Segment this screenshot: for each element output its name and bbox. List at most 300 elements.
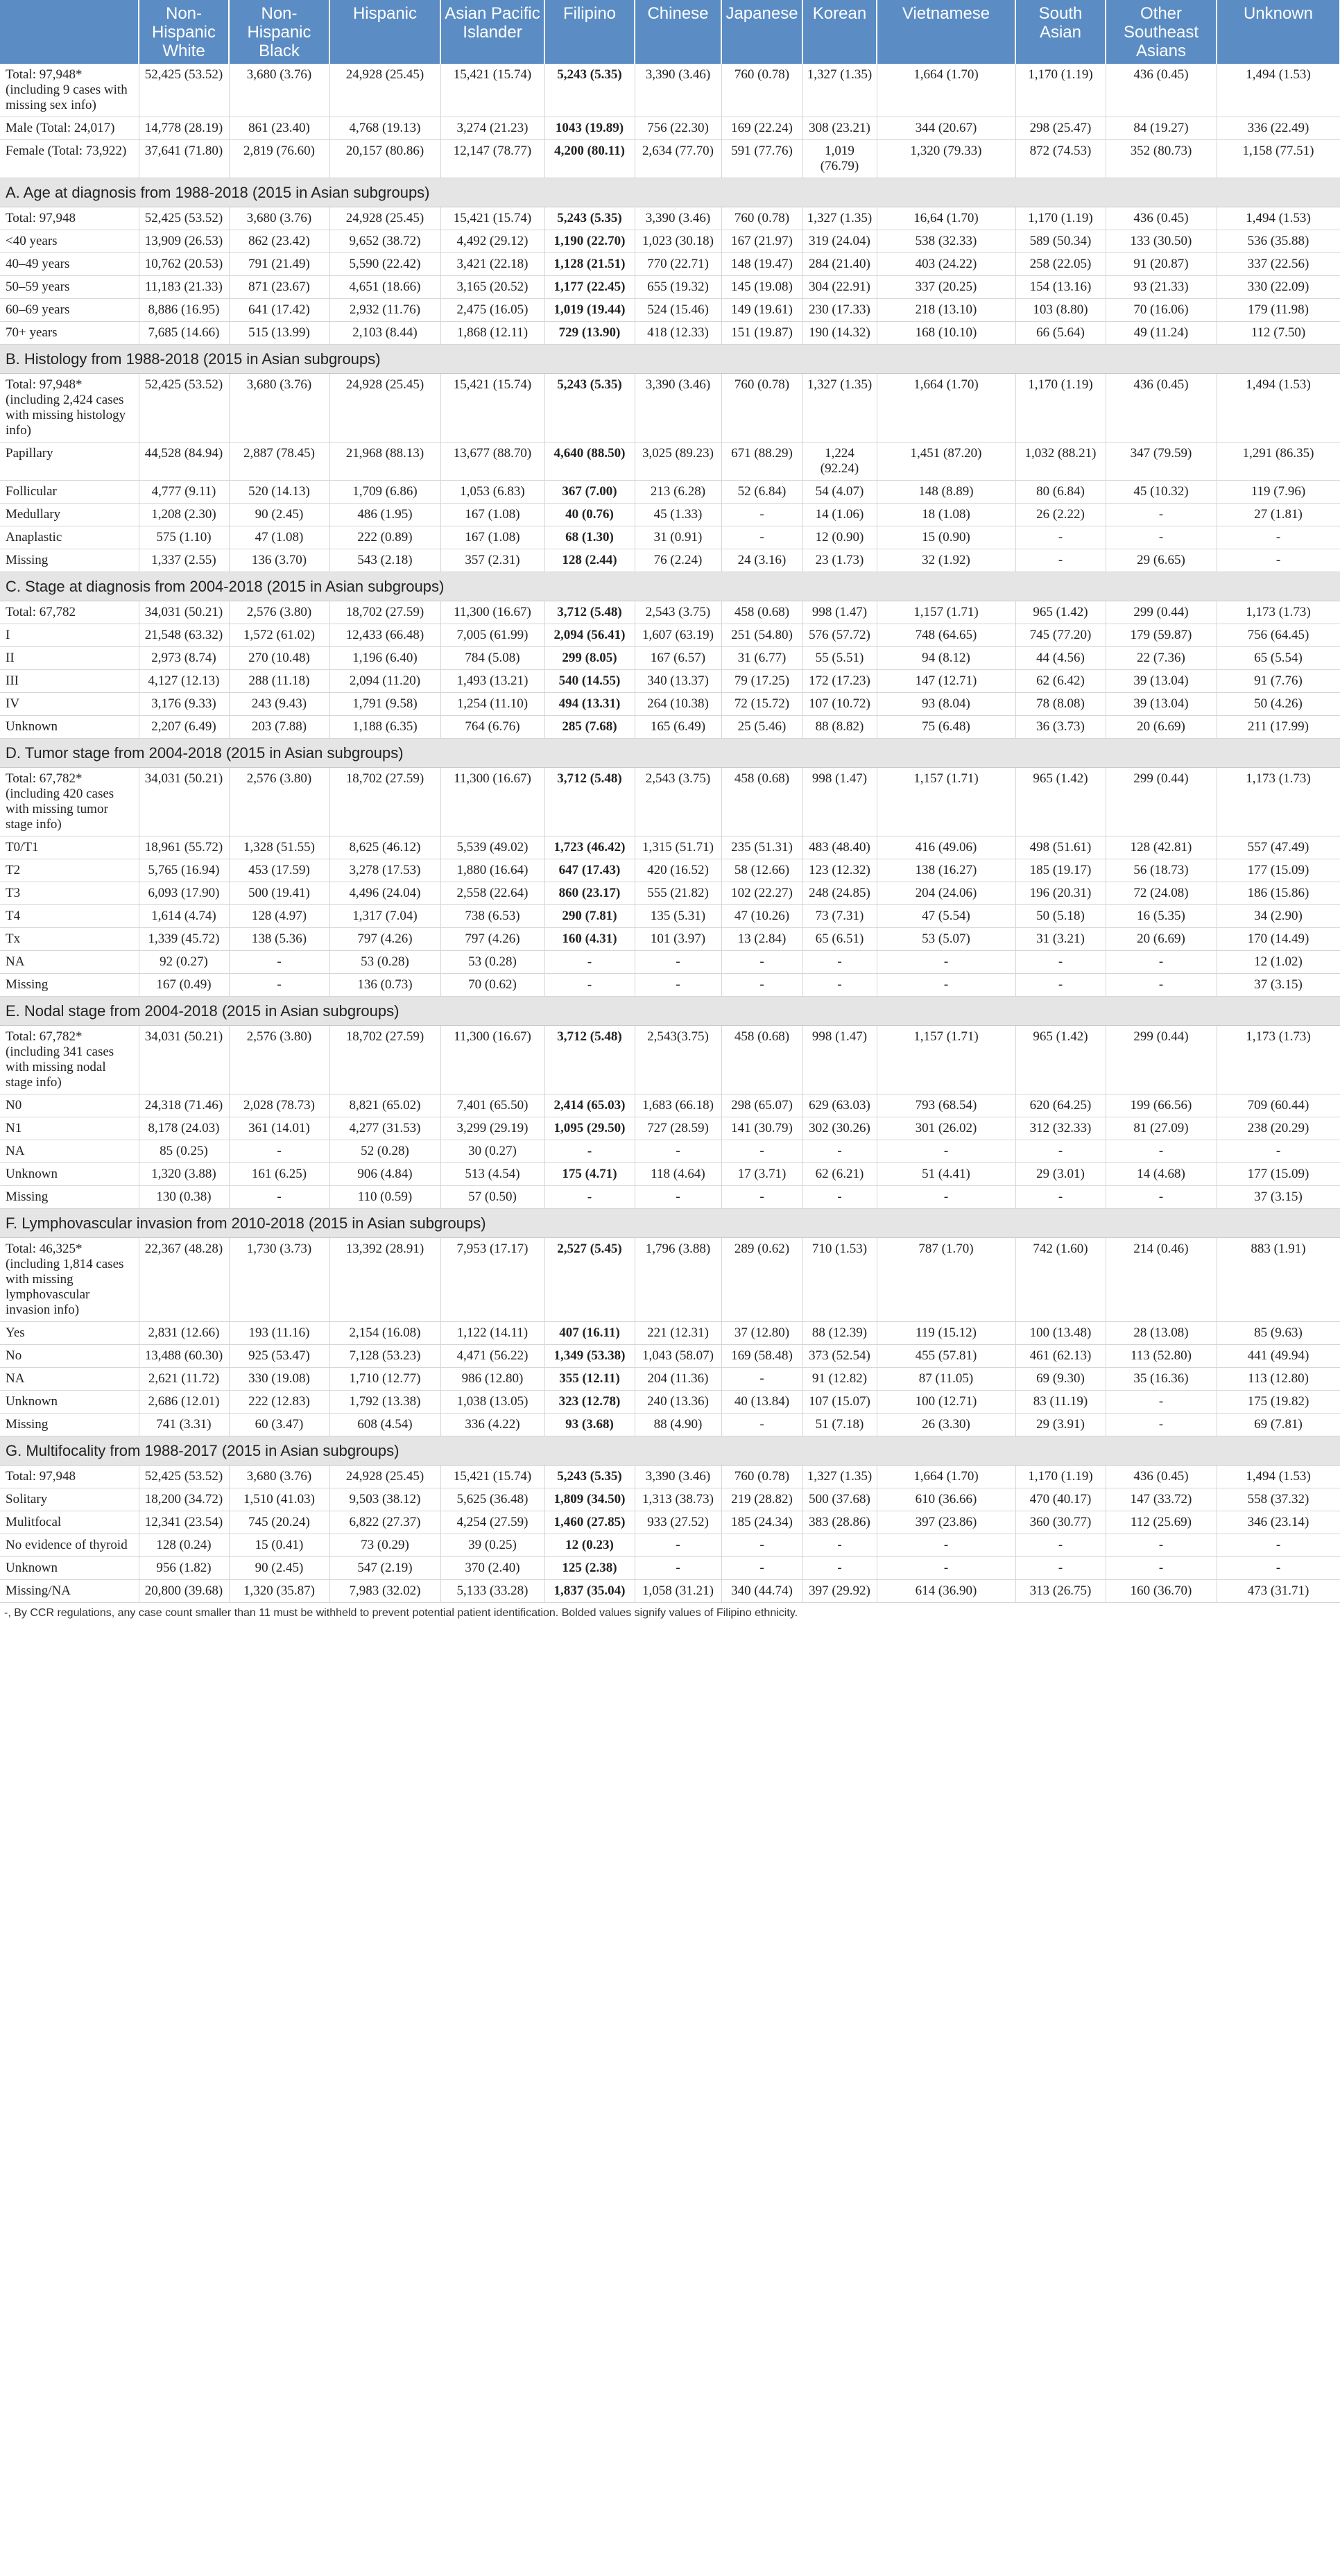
table-cell: 1,095 (29.50) bbox=[544, 1117, 635, 1140]
row-label: <40 years bbox=[0, 230, 139, 253]
table-cell: 302 (30.26) bbox=[802, 1117, 877, 1140]
table-cell: 53 (0.28) bbox=[329, 951, 440, 974]
table-cell: - bbox=[1106, 974, 1217, 997]
table-cell: 90 (2.45) bbox=[229, 504, 329, 526]
table-cell: 3,421 (22.18) bbox=[440, 253, 544, 276]
table-cell: 2,028 (78.73) bbox=[229, 1094, 329, 1117]
table-cell: 1,493 (13.21) bbox=[440, 670, 544, 693]
table-cell: 222 (12.83) bbox=[229, 1391, 329, 1414]
table-cell: - bbox=[1015, 951, 1106, 974]
table-cell: 128 (4.97) bbox=[229, 905, 329, 928]
table-cell: 1,664 (1.70) bbox=[877, 64, 1015, 117]
table-cell: 36 (3.73) bbox=[1015, 716, 1106, 739]
table-cell: 1,043 (58.07) bbox=[635, 1345, 721, 1368]
table-cell: 370 (2.40) bbox=[440, 1557, 544, 1580]
row-label: IV bbox=[0, 693, 139, 716]
table-cell: - bbox=[721, 1557, 802, 1580]
table-cell: - bbox=[877, 951, 1015, 974]
row-label: Missing bbox=[0, 1186, 139, 1209]
table-cell: 760 (0.78) bbox=[721, 207, 802, 230]
table-cell: 49 (11.24) bbox=[1106, 322, 1217, 345]
table-cell: 4,471 (56.22) bbox=[440, 1345, 544, 1368]
table-cell: 141 (30.79) bbox=[721, 1117, 802, 1140]
table-cell: 760 (0.78) bbox=[721, 374, 802, 443]
table-cell: 458 (0.68) bbox=[721, 768, 802, 836]
table-row bbox=[0, 974, 1340, 997]
table-row bbox=[0, 140, 1340, 178]
table-cell: 1,173 (1.73) bbox=[1217, 1026, 1340, 1094]
table-cell: 906 (4.84) bbox=[329, 1163, 440, 1186]
table-cell: 741 (3.31) bbox=[139, 1414, 229, 1436]
table-cell: - bbox=[1015, 1186, 1106, 1209]
table-cell: - bbox=[721, 1140, 802, 1163]
table-cell: - bbox=[1106, 951, 1217, 974]
table-cell: 524 (15.46) bbox=[635, 299, 721, 322]
table-cell: 190 (14.32) bbox=[802, 322, 877, 345]
table-cell: 14 (4.68) bbox=[1106, 1163, 1217, 1186]
table-cell: 1,320 (79.33) bbox=[877, 140, 1015, 178]
table-cell: 28 (13.08) bbox=[1106, 1322, 1217, 1345]
table-cell: 92 (0.27) bbox=[139, 951, 229, 974]
table-cell: 47 (10.26) bbox=[721, 905, 802, 928]
table-cell: 39 (0.25) bbox=[440, 1534, 544, 1557]
table-cell: 1,019 (76.79) bbox=[802, 140, 877, 178]
table-cell: 1,880 (16.64) bbox=[440, 859, 544, 882]
table-cell: 367 (7.00) bbox=[544, 481, 635, 504]
table-cell: 641 (17.42) bbox=[229, 299, 329, 322]
table-cell: 29 (3.91) bbox=[1015, 1414, 1106, 1436]
table-cell: 2,414 (65.03) bbox=[544, 1094, 635, 1117]
table-cell: - bbox=[802, 1534, 877, 1557]
table-cell: 3,390 (3.46) bbox=[635, 374, 721, 443]
column-header: Asian Pacific Islander bbox=[440, 0, 544, 64]
table-cell: 1,190 (22.70) bbox=[544, 230, 635, 253]
table-cell: 128 (2.44) bbox=[544, 549, 635, 572]
table-cell: 360 (30.77) bbox=[1015, 1511, 1106, 1534]
table-cell: 709 (60.44) bbox=[1217, 1094, 1340, 1117]
row-label: No evidence of thyroid bbox=[0, 1534, 139, 1557]
table-row bbox=[0, 1345, 1340, 1368]
table-cell: 175 (19.82) bbox=[1217, 1391, 1340, 1414]
table-cell: 3,390 (3.46) bbox=[635, 207, 721, 230]
table-cell: 647 (17.43) bbox=[544, 859, 635, 882]
table-row bbox=[0, 836, 1340, 859]
table-row bbox=[0, 1238, 1340, 1322]
table-cell: 26 (2.22) bbox=[1015, 504, 1106, 526]
table-cell: 40 (0.76) bbox=[544, 504, 635, 526]
table-cell: 2,932 (11.76) bbox=[329, 299, 440, 322]
table-cell: 37 (12.80) bbox=[721, 1322, 802, 1345]
table-cell: 494 (13.31) bbox=[544, 693, 635, 716]
table-cell: 44,528 (84.94) bbox=[139, 443, 229, 481]
table-cell: 9,652 (38.72) bbox=[329, 230, 440, 253]
table-cell: 3,680 (3.76) bbox=[229, 64, 329, 117]
table-cell: 25 (5.46) bbox=[721, 716, 802, 739]
table-cell: 289 (0.62) bbox=[721, 1238, 802, 1322]
table-row bbox=[0, 1322, 1340, 1345]
table-cell: - bbox=[1106, 504, 1217, 526]
table-cell: 308 (23.21) bbox=[802, 117, 877, 140]
row-label: Tx bbox=[0, 928, 139, 951]
header-row bbox=[0, 0, 1340, 64]
table-cell: 1,122 (14.11) bbox=[440, 1322, 544, 1345]
table-cell: 91 (12.82) bbox=[802, 1368, 877, 1391]
table-cell: 3,274 (21.23) bbox=[440, 117, 544, 140]
section-title: G. Multifocality from 1988-2017 (2015 in Asian subgroups) bbox=[0, 1436, 1340, 1466]
row-label: I bbox=[0, 624, 139, 647]
table-cell: 4,496 (24.04) bbox=[329, 882, 440, 905]
table-cell: - bbox=[229, 1140, 329, 1163]
table-cell: 2,207 (6.49) bbox=[139, 716, 229, 739]
table-cell: 53 (5.07) bbox=[877, 928, 1015, 951]
table-cell: 72 (24.08) bbox=[1106, 882, 1217, 905]
table-row bbox=[0, 601, 1340, 624]
table-cell: 629 (63.03) bbox=[802, 1094, 877, 1117]
table-cell: 1,224 (92.24) bbox=[802, 443, 877, 481]
table-cell: 764 (6.76) bbox=[440, 716, 544, 739]
table-cell: 75 (6.48) bbox=[877, 716, 1015, 739]
table-cell: 88 (12.39) bbox=[802, 1322, 877, 1345]
table-cell: 221 (12.31) bbox=[635, 1322, 721, 1345]
table-cell: 37 (3.15) bbox=[1217, 1186, 1340, 1209]
table-cell: 179 (11.98) bbox=[1217, 299, 1340, 322]
table-cell: 1,494 (1.53) bbox=[1217, 64, 1340, 117]
section-title: A. Age at diagnosis from 1988-2018 (2015 in Asian subgroups) bbox=[0, 178, 1340, 207]
table-cell: 555 (21.82) bbox=[635, 882, 721, 905]
table-cell: 1,157 (1.71) bbox=[877, 768, 1015, 836]
table-cell: 113 (52.80) bbox=[1106, 1345, 1217, 1368]
section-header-row bbox=[0, 178, 1340, 207]
row-label: Total: 97,948* (including 9 cases with missing sex info) bbox=[0, 64, 139, 117]
table-cell: 436 (0.45) bbox=[1106, 207, 1217, 230]
table-cell: 4,777 (9.11) bbox=[139, 481, 229, 504]
table-cell: 26 (3.30) bbox=[877, 1414, 1015, 1436]
table-cell: 2,094 (56.41) bbox=[544, 624, 635, 647]
table-cell: 113 (12.80) bbox=[1217, 1368, 1340, 1391]
row-label: T0/T1 bbox=[0, 836, 139, 859]
table-cell: 608 (4.54) bbox=[329, 1414, 440, 1436]
table-cell: 40 (13.84) bbox=[721, 1391, 802, 1414]
table-cell: 161 (6.25) bbox=[229, 1163, 329, 1186]
table-cell: 15 (0.90) bbox=[877, 526, 1015, 549]
table-row bbox=[0, 951, 1340, 974]
table-cell: 420 (16.52) bbox=[635, 859, 721, 882]
table-cell: 1,796 (3.88) bbox=[635, 1238, 721, 1322]
table-cell: 1,170 (1.19) bbox=[1015, 64, 1106, 117]
table-cell: 513 (4.54) bbox=[440, 1163, 544, 1186]
table-cell: - bbox=[1217, 1534, 1340, 1557]
table-cell: 1,170 (1.19) bbox=[1015, 374, 1106, 443]
table-cell: 2,558 (22.64) bbox=[440, 882, 544, 905]
table-cell: 557 (47.49) bbox=[1217, 836, 1340, 859]
table-cell: 22 (7.36) bbox=[1106, 647, 1217, 670]
table-cell: 177 (15.09) bbox=[1217, 1163, 1340, 1186]
table-cell: 53 (0.28) bbox=[440, 951, 544, 974]
table-cell: 1,157 (1.71) bbox=[877, 601, 1015, 624]
table-cell: 103 (8.80) bbox=[1015, 299, 1106, 322]
row-label: T4 bbox=[0, 905, 139, 928]
table-row bbox=[0, 253, 1340, 276]
table-cell: 1,451 (87.20) bbox=[877, 443, 1015, 481]
row-label: T3 bbox=[0, 882, 139, 905]
section-title: C. Stage at diagnosis from 2004-2018 (2015 in Asian subgroups) bbox=[0, 572, 1340, 601]
table-cell: 30 (0.27) bbox=[440, 1140, 544, 1163]
table-cell: 1,710 (12.77) bbox=[329, 1368, 440, 1391]
table-cell: 154 (13.16) bbox=[1015, 276, 1106, 299]
table-cell: 32 (1.92) bbox=[877, 549, 1015, 572]
row-label: Total: 67,782 bbox=[0, 601, 139, 624]
table-cell: 62 (6.21) bbox=[802, 1163, 877, 1186]
table-cell: 4,640 (88.50) bbox=[544, 443, 635, 481]
table-cell: 90 (2.45) bbox=[229, 1557, 329, 1580]
table-cell: 727 (28.59) bbox=[635, 1117, 721, 1140]
table-cell: 3,025 (89.23) bbox=[635, 443, 721, 481]
table-cell: 1,254 (11.10) bbox=[440, 693, 544, 716]
table-cell: 1,128 (21.51) bbox=[544, 253, 635, 276]
table-row bbox=[0, 117, 1340, 140]
table-cell: 100 (13.48) bbox=[1015, 1322, 1106, 1345]
table-cell: 986 (12.80) bbox=[440, 1368, 544, 1391]
table-row bbox=[0, 504, 1340, 526]
table-cell: 70 (0.62) bbox=[440, 974, 544, 997]
table-cell: 145 (19.08) bbox=[721, 276, 802, 299]
table-cell: 453 (17.59) bbox=[229, 859, 329, 882]
column-header: Unknown bbox=[1217, 0, 1340, 64]
table-cell: 20,157 (80.86) bbox=[329, 140, 440, 178]
table-cell: 547 (2.19) bbox=[329, 1557, 440, 1580]
table-cell: 1,315 (51.71) bbox=[635, 836, 721, 859]
table-cell: 160 (36.70) bbox=[1106, 1580, 1217, 1603]
table-cell: 742 (1.60) bbox=[1015, 1238, 1106, 1322]
table-cell: 299 (0.44) bbox=[1106, 768, 1217, 836]
row-label: Female (Total: 73,922) bbox=[0, 140, 139, 178]
table-cell: 78 (8.08) bbox=[1015, 693, 1106, 716]
table-cell: 861 (23.40) bbox=[229, 117, 329, 140]
table-cell: 540 (14.55) bbox=[544, 670, 635, 693]
section-header-row bbox=[0, 739, 1340, 768]
table-cell: 745 (20.24) bbox=[229, 1511, 329, 1534]
table-cell: 128 (42.81) bbox=[1106, 836, 1217, 859]
table-cell: 85 (0.25) bbox=[139, 1140, 229, 1163]
table-cell: 18,702 (27.59) bbox=[329, 1026, 440, 1094]
table-cell: 5,243 (5.35) bbox=[544, 64, 635, 117]
table-cell: 4,651 (18.66) bbox=[329, 276, 440, 299]
table-cell: 20 (6.69) bbox=[1106, 716, 1217, 739]
table-body bbox=[0, 64, 1340, 1603]
table-cell: 1,023 (30.18) bbox=[635, 230, 721, 253]
table-cell: 238 (20.29) bbox=[1217, 1117, 1340, 1140]
column-header: Non-Hispanic White bbox=[139, 0, 229, 64]
table-cell: 186 (15.86) bbox=[1217, 882, 1340, 905]
table-cell: 170 (14.49) bbox=[1217, 928, 1340, 951]
row-label: Yes bbox=[0, 1322, 139, 1345]
table-cell: 483 (48.40) bbox=[802, 836, 877, 859]
table-cell: 515 (13.99) bbox=[229, 322, 329, 345]
table-cell: 24 (3.16) bbox=[721, 549, 802, 572]
table-cell: 12 (1.02) bbox=[1217, 951, 1340, 974]
table-cell: 91 (20.87) bbox=[1106, 253, 1217, 276]
table-cell: 862 (23.42) bbox=[229, 230, 329, 253]
table-cell: 87 (11.05) bbox=[877, 1368, 1015, 1391]
table-cell: 24,928 (25.45) bbox=[329, 1466, 440, 1488]
table-cell: 52,425 (53.52) bbox=[139, 374, 229, 443]
table-cell: 2,576 (3.80) bbox=[229, 1026, 329, 1094]
table-cell: 290 (7.81) bbox=[544, 905, 635, 928]
table-cell: 3,712 (5.48) bbox=[544, 601, 635, 624]
section-header-row bbox=[0, 1436, 1340, 1466]
table-cell: 2,973 (8.74) bbox=[139, 647, 229, 670]
table-cell: 35 (16.36) bbox=[1106, 1368, 1217, 1391]
table-cell: - bbox=[1217, 1140, 1340, 1163]
table-cell: 6,093 (17.90) bbox=[139, 882, 229, 905]
table-row bbox=[0, 1368, 1340, 1391]
table-cell: 58 (12.66) bbox=[721, 859, 802, 882]
table-cell: 88 (4.90) bbox=[635, 1414, 721, 1436]
table-cell: 383 (28.86) bbox=[802, 1511, 877, 1534]
table-cell: 738 (6.53) bbox=[440, 905, 544, 928]
table-cell: 34,031 (50.21) bbox=[139, 601, 229, 624]
table-cell: 760 (0.78) bbox=[721, 64, 802, 117]
table-cell: 355 (12.11) bbox=[544, 1368, 635, 1391]
table-row bbox=[0, 549, 1340, 572]
table-cell: 1,868 (12.11) bbox=[440, 322, 544, 345]
row-label: 70+ years bbox=[0, 322, 139, 345]
table-cell: 470 (40.17) bbox=[1015, 1488, 1106, 1511]
table-cell: 211 (17.99) bbox=[1217, 716, 1340, 739]
table-cell: 66 (5.64) bbox=[1015, 322, 1106, 345]
table-cell: 1,058 (31.21) bbox=[635, 1580, 721, 1603]
table-cell: - bbox=[229, 951, 329, 974]
table-cell: 336 (4.22) bbox=[440, 1414, 544, 1436]
section-header-row bbox=[0, 572, 1340, 601]
row-label: NA bbox=[0, 1368, 139, 1391]
table-cell: 486 (1.95) bbox=[329, 504, 440, 526]
table-cell: - bbox=[1106, 1557, 1217, 1580]
table-cell: 5,243 (5.35) bbox=[544, 1466, 635, 1488]
table-cell: - bbox=[1106, 1140, 1217, 1163]
table-cell: 52 (6.84) bbox=[721, 481, 802, 504]
table-cell: - bbox=[721, 951, 802, 974]
table-cell: 1,349 (53.38) bbox=[544, 1345, 635, 1368]
table-row bbox=[0, 647, 1340, 670]
table-cell: - bbox=[1015, 1534, 1106, 1557]
table-cell: 6,822 (27.37) bbox=[329, 1511, 440, 1534]
table-cell: 196 (20.31) bbox=[1015, 882, 1106, 905]
row-label: 60–69 years bbox=[0, 299, 139, 322]
table-cell: 37,641 (71.80) bbox=[139, 140, 229, 178]
section-title: B. Histology from 1988-2018 (2015 in Asian subgroups) bbox=[0, 345, 1340, 374]
table-cell: 1,337 (2.55) bbox=[139, 549, 229, 572]
table-cell: 13,909 (26.53) bbox=[139, 230, 229, 253]
table-cell: 11,183 (21.33) bbox=[139, 276, 229, 299]
table-cell: 4,277 (31.53) bbox=[329, 1117, 440, 1140]
table-cell: 218 (13.10) bbox=[877, 299, 1015, 322]
column-header: Vietnamese bbox=[877, 0, 1015, 64]
table-row bbox=[0, 1117, 1340, 1140]
table-row bbox=[0, 1466, 1340, 1488]
row-label: Male (Total: 24,017) bbox=[0, 117, 139, 140]
table-row bbox=[0, 693, 1340, 716]
table-cell: 13,677 (88.70) bbox=[440, 443, 544, 481]
table-cell: 1,053 (6.83) bbox=[440, 481, 544, 504]
table-cell: 1,320 (35.87) bbox=[229, 1580, 329, 1603]
table-cell: 416 (49.06) bbox=[877, 836, 1015, 859]
table-cell: 47 (5.54) bbox=[877, 905, 1015, 928]
table-cell: 20,800 (39.68) bbox=[139, 1580, 229, 1603]
table-cell: - bbox=[802, 1557, 877, 1580]
table-row bbox=[0, 928, 1340, 951]
table-row bbox=[0, 299, 1340, 322]
table-cell: - bbox=[635, 1534, 721, 1557]
table-cell: 520 (14.13) bbox=[229, 481, 329, 504]
table-cell: 8,178 (24.03) bbox=[139, 1117, 229, 1140]
table-row bbox=[0, 322, 1340, 345]
table-cell: 240 (13.36) bbox=[635, 1391, 721, 1414]
table-cell: 1,177 (22.45) bbox=[544, 276, 635, 299]
table-cell: 4,127 (12.13) bbox=[139, 670, 229, 693]
column-header: Japanese bbox=[721, 0, 802, 64]
table-cell: 1,170 (1.19) bbox=[1015, 1466, 1106, 1488]
row-label: NA bbox=[0, 1140, 139, 1163]
table-cell: 344 (20.67) bbox=[877, 117, 1015, 140]
table-cell: 3,278 (17.53) bbox=[329, 859, 440, 882]
table-cell: 710 (1.53) bbox=[802, 1238, 877, 1322]
table-cell: 243 (9.43) bbox=[229, 693, 329, 716]
table-cell: 610 (36.66) bbox=[877, 1488, 1015, 1511]
table-cell: 871 (23.67) bbox=[229, 276, 329, 299]
table-cell: 5,243 (5.35) bbox=[544, 207, 635, 230]
table-cell: 337 (20.25) bbox=[877, 276, 1015, 299]
table-cell: - bbox=[721, 974, 802, 997]
row-label: Total: 67,782* (including 341 cases with missing nodal stage info) bbox=[0, 1026, 139, 1094]
table-cell: - bbox=[877, 1186, 1015, 1209]
table-cell: 2,831 (12.66) bbox=[139, 1322, 229, 1345]
table-cell: 576 (57.72) bbox=[802, 624, 877, 647]
table-cell: 1,038 (13.05) bbox=[440, 1391, 544, 1414]
table-cell: 1,327 (1.35) bbox=[802, 64, 877, 117]
table-cell: 2,686 (12.01) bbox=[139, 1391, 229, 1414]
table-cell: 7,983 (32.02) bbox=[329, 1580, 440, 1603]
row-label: N1 bbox=[0, 1117, 139, 1140]
footnote: -, By CCR regulations, any case count smaller than 11 must be withheld to prevent potential patient identification. Bolded values signify values of Filipino ethnicity. bbox=[4, 1607, 798, 1619]
table-cell: 7,128 (53.23) bbox=[329, 1345, 440, 1368]
table-cell: 575 (1.10) bbox=[139, 526, 229, 549]
table-cell: 222 (0.89) bbox=[329, 526, 440, 549]
table-cell: 20 (6.69) bbox=[1106, 928, 1217, 951]
table-cell: 91 (7.76) bbox=[1217, 670, 1340, 693]
table-row bbox=[0, 1186, 1340, 1209]
table-cell: 5,765 (16.94) bbox=[139, 859, 229, 882]
table-cell: 748 (64.65) bbox=[877, 624, 1015, 647]
row-label: 40–49 years bbox=[0, 253, 139, 276]
table-cell: 102 (22.27) bbox=[721, 882, 802, 905]
row-label: Follicular bbox=[0, 481, 139, 504]
table-cell: 933 (27.52) bbox=[635, 1511, 721, 1534]
table-cell: 756 (64.45) bbox=[1217, 624, 1340, 647]
row-label: Missing bbox=[0, 549, 139, 572]
table-cell: 2,621 (11.72) bbox=[139, 1368, 229, 1391]
table-row bbox=[0, 1026, 1340, 1094]
row-label: Unknown bbox=[0, 1557, 139, 1580]
row-label: Unknown bbox=[0, 716, 139, 739]
table-cell: 107 (10.72) bbox=[802, 693, 877, 716]
table-cell: - bbox=[721, 504, 802, 526]
table-row bbox=[0, 1511, 1340, 1534]
column-header-label bbox=[0, 0, 139, 64]
table-cell: 8,821 (65.02) bbox=[329, 1094, 440, 1117]
row-label: Papillary bbox=[0, 443, 139, 481]
table-cell: 745 (77.20) bbox=[1015, 624, 1106, 647]
